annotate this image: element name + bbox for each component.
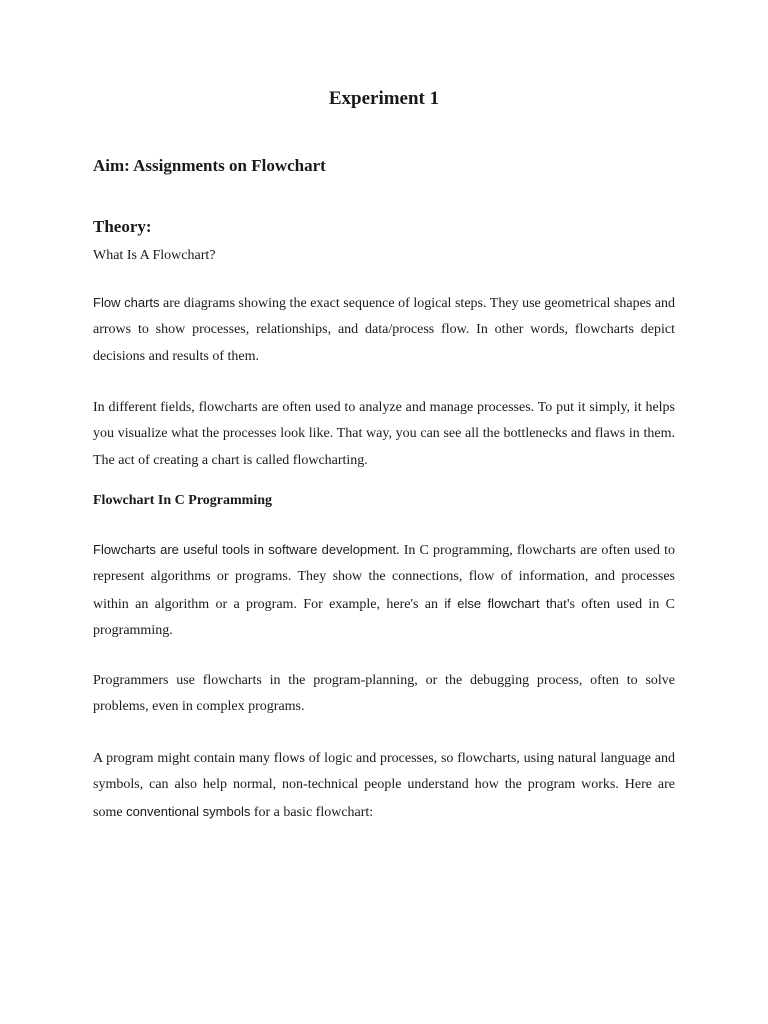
- paragraph-c-programming: [93, 537, 675, 644]
- aim-heading: Aim: Assignments on Flowchart: [93, 156, 326, 175]
- paragraph-programmers: Programmers use flowcharts in the program-planning, or the debugging process, often to solve problems, even in complex programs.: [93, 673, 675, 715]
- paragraph-symbols-text-2: for a basic flowchart:: [250, 804, 374, 820]
- paragraph-c-text-2: at's often used in C programming.: [93, 596, 675, 638]
- paragraph-definition: [93, 290, 675, 370]
- paragraph-fields: In different fields, flowcharts are often used to analyze and manage processes. To put it simply, it helps you visualize what the processes look like. That way, you can see all the bottlenecks and flaws in them. The act of creating a chart is called flowcharting.: [93, 400, 675, 468]
- theory-heading: Theory:: [93, 217, 152, 236]
- flow-charts-link[interactable]: Flow charts: [93, 295, 160, 310]
- paragraph-symbols: [93, 746, 675, 826]
- paragraph-symbols-text-1: A program might contain many flows of logic and processes, so flowcharts, using natural language and symbols, can also help normal, non-technical people understand how the program works. Here are some: [93, 751, 675, 820]
- flowchart-c-heading: Flowchart In C Programming: [93, 493, 272, 508]
- paragraph-c-text-1: . In C programming, flowcharts are often used to represent algorithms or programs. They show the connections, flow of information, and processes within an algorithm or a program. For example, here's an: [93, 543, 675, 612]
- if-else-flowchart-link[interactable]: if else flowchart th: [444, 595, 557, 611]
- paragraph-definition-text: are diagrams showing the exact sequence of logical steps. They use geometrical shapes and arrows to show processes, relationships, and data/process flow. In other words, flowcharts depict decisions and results of them.: [93, 296, 675, 364]
- question-text: What Is A Flowchart?: [93, 248, 216, 263]
- conventional-symbols-link[interactable]: conventional symbols: [126, 803, 251, 819]
- software-development-link[interactable]: Flowcharts are useful tools in software development: [93, 542, 397, 557]
- page-title: Experiment 1: [328, 88, 440, 109]
